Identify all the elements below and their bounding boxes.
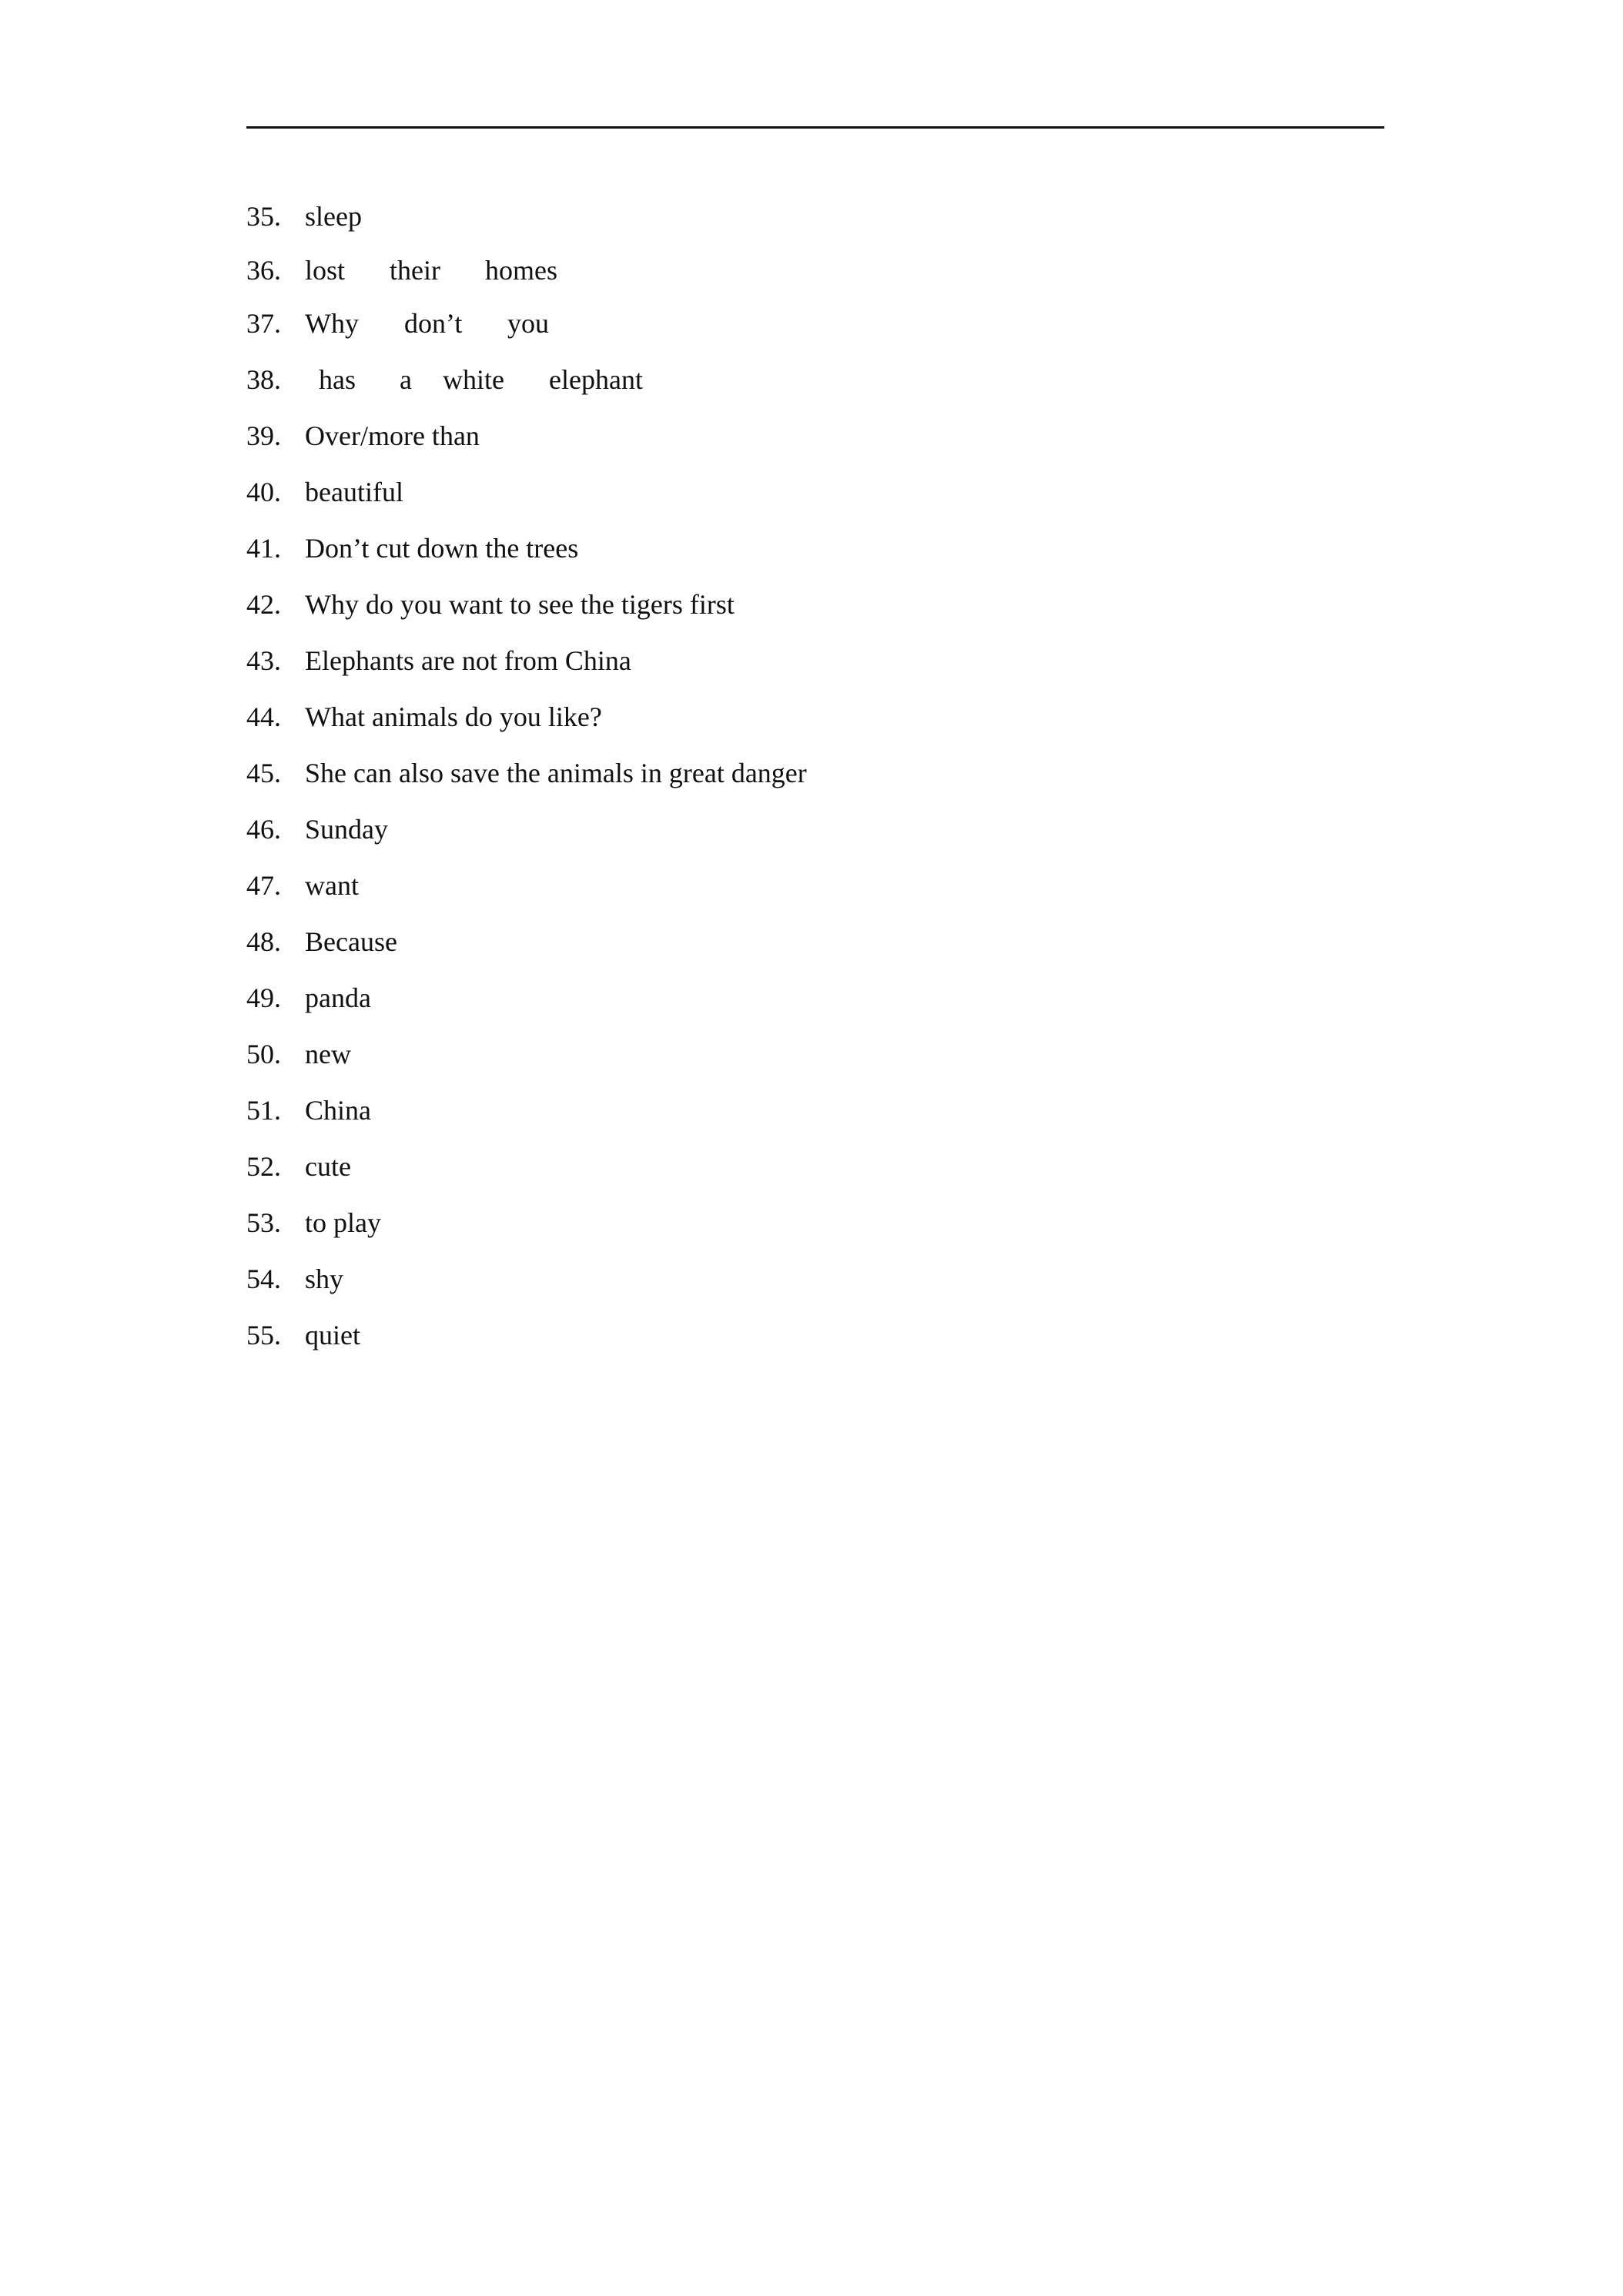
answer-item: [246, 1317, 360, 1354]
answer-text: their: [390, 255, 440, 286]
answer-text: homes: [485, 255, 557, 286]
answer-item: [246, 305, 549, 342]
answer-item: [246, 417, 480, 454]
answer-number: 53.: [246, 1207, 281, 1238]
answer-text: Why do you want to see the tigers first: [305, 589, 735, 620]
answer-text: white: [443, 364, 504, 395]
answer-text: cute: [305, 1151, 351, 1182]
answer-number: 47.: [246, 870, 281, 901]
answer-number: 44.: [246, 701, 281, 732]
answer-item: [246, 361, 643, 398]
answer-text: elephant: [549, 364, 643, 395]
answer-text: Elephants are not from China: [305, 645, 631, 676]
answer-number: 52.: [246, 1151, 281, 1182]
answer-item: [246, 642, 631, 679]
answer-number: 43.: [246, 645, 281, 676]
answer-number: 40.: [246, 477, 281, 507]
answer-text: Don’t cut down the trees: [305, 533, 579, 564]
answer-number: 42.: [246, 589, 281, 620]
answer-item: [246, 1036, 351, 1073]
answer-number: 45.: [246, 758, 281, 788]
answer-item: [246, 698, 602, 735]
answer-number: 50.: [246, 1039, 281, 1069]
answer-number: 36.: [246, 255, 281, 286]
answer-item: [246, 811, 388, 848]
answer-item: [246, 1204, 381, 1241]
answer-text: has: [319, 364, 356, 395]
answer-text: panda: [305, 982, 371, 1013]
answer-text: a: [400, 364, 412, 395]
answer-item: [246, 252, 557, 289]
answer-item: [246, 1260, 343, 1297]
answer-text: sleep: [305, 201, 362, 232]
answer-item: [246, 586, 735, 623]
answer-item: [246, 867, 359, 904]
answer-number: 39.: [246, 420, 281, 451]
answer-item: [246, 1148, 351, 1185]
answer-number: 49.: [246, 982, 281, 1013]
answer-number: 38.: [246, 364, 281, 395]
answer-text: Because: [305, 926, 397, 957]
answer-text: want: [305, 870, 359, 901]
answer-number: 55.: [246, 1320, 281, 1350]
answer-text: to play: [305, 1207, 381, 1238]
answer-item: [246, 530, 578, 567]
answer-item: [246, 979, 371, 1016]
answer-text: don’t: [404, 308, 463, 339]
answer-item: [246, 923, 397, 960]
answer-number: 41.: [246, 533, 281, 564]
answer-text: What animals do you like?: [305, 701, 602, 732]
answer-item: [246, 1092, 371, 1129]
answer-number: 48.: [246, 926, 281, 957]
answer-number: 51.: [246, 1095, 281, 1126]
answer-item: [246, 755, 807, 792]
answer-text: Over/more than: [305, 420, 480, 451]
answer-number: 54.: [246, 1263, 281, 1294]
answer-text: Why: [305, 308, 359, 339]
answer-text: China: [305, 1095, 371, 1126]
answer-text: lost: [305, 255, 346, 286]
answer-number: 35.: [246, 201, 281, 232]
answer-text: quiet: [305, 1320, 360, 1350]
answer-text: beautiful: [305, 477, 403, 507]
answer-text: Sunday: [305, 814, 388, 845]
answer-item: [246, 198, 362, 235]
answer-item: [246, 474, 403, 510]
answer-text: shy: [305, 1263, 344, 1294]
answer-number: 46.: [246, 814, 281, 845]
answer-text: She can also save the animals in great danger: [305, 758, 807, 788]
answer-number: 37.: [246, 308, 281, 339]
answer-text: you: [507, 308, 549, 339]
answer-text: new: [305, 1039, 351, 1069]
